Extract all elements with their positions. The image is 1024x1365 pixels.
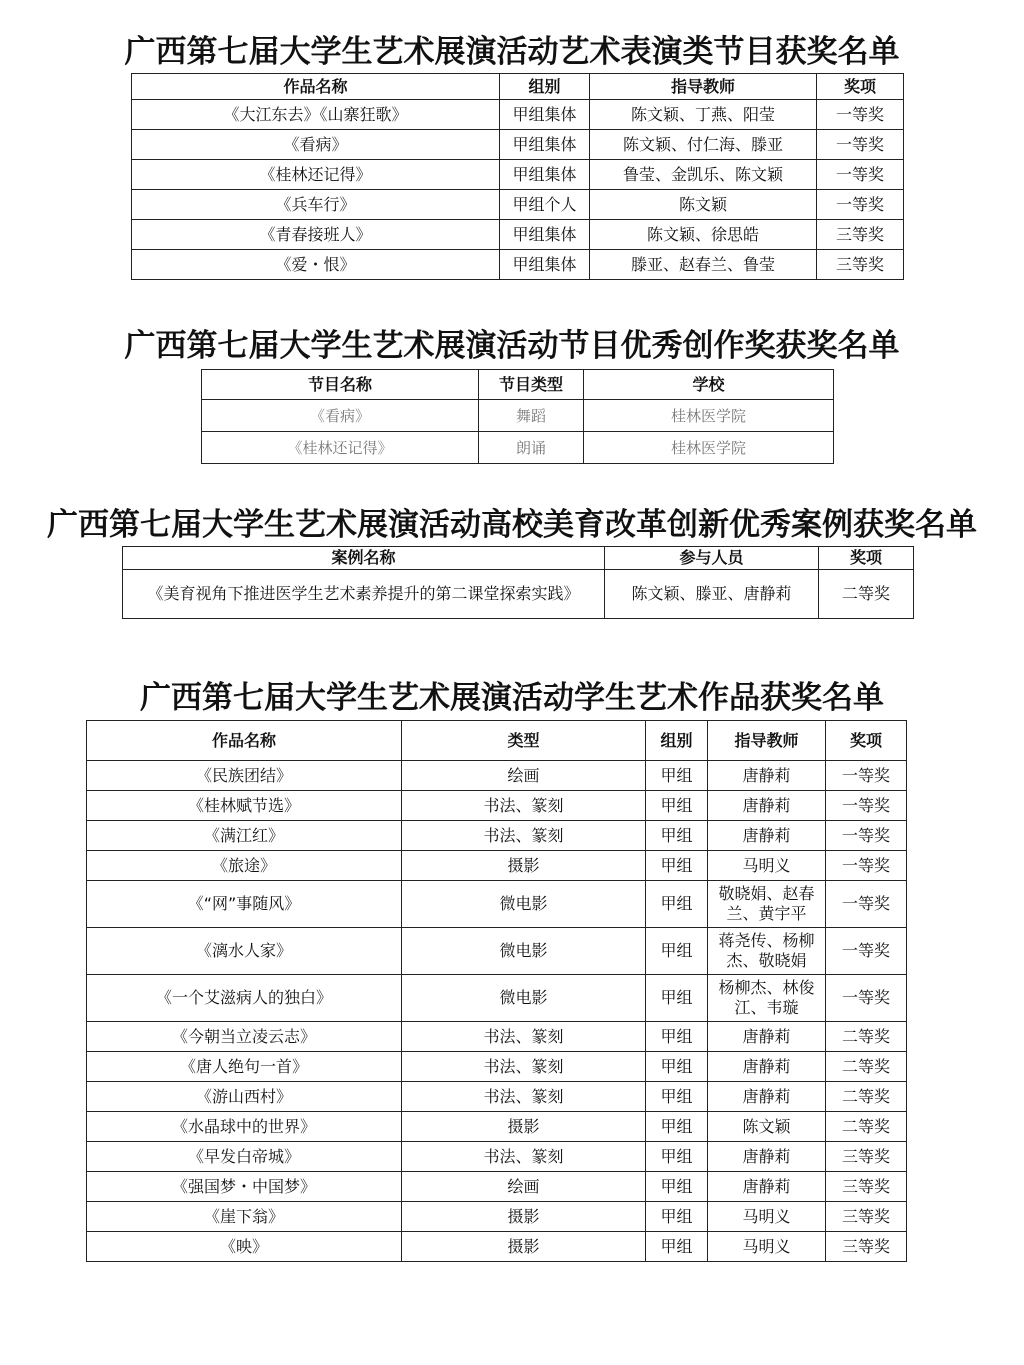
instructor: 唐静莉 bbox=[708, 1172, 826, 1202]
instructor: 唐静莉 bbox=[708, 1052, 826, 1082]
instructor: 陈文颖、徐思皓 bbox=[590, 220, 817, 250]
instructor: 唐静莉 bbox=[708, 1082, 826, 1112]
instructor: 陈文颖 bbox=[590, 190, 817, 220]
work-name: 《强国梦・中国梦》 bbox=[87, 1172, 402, 1202]
type: 微电影 bbox=[402, 881, 646, 928]
group: 甲组个人 bbox=[500, 190, 590, 220]
work-name: 《兵车行》 bbox=[132, 190, 500, 220]
instructor: 唐静莉 bbox=[708, 821, 826, 851]
header-instructor: 指导教师 bbox=[590, 74, 817, 100]
award: 一等奖 bbox=[817, 100, 904, 130]
work-name: 《民族团结》 bbox=[87, 761, 402, 791]
award: 一等奖 bbox=[826, 928, 907, 975]
section1-title: 广西第七届大学生艺术展演活动艺术表演类节目获奖名单 bbox=[124, 34, 900, 70]
work-name: 《今朝当立凌云志》 bbox=[87, 1022, 402, 1052]
work-name: 《唐人绝句一首》 bbox=[87, 1052, 402, 1082]
case-awards-table bbox=[122, 546, 914, 619]
type: 摄影 bbox=[402, 1232, 646, 1262]
table-row bbox=[87, 1112, 907, 1142]
award: 二等奖 bbox=[826, 1082, 907, 1112]
instructor: 唐静莉 bbox=[708, 791, 826, 821]
instructor: 唐静莉 bbox=[708, 1022, 826, 1052]
work-name: 《桂林还记得》 bbox=[132, 160, 500, 190]
artwork-awards-table bbox=[86, 720, 907, 1262]
instructor: 杨柳杰、林俊江、韦璇 bbox=[708, 975, 826, 1022]
group: 甲组 bbox=[646, 1112, 708, 1142]
award: 一等奖 bbox=[826, 791, 907, 821]
group: 甲组集体 bbox=[500, 220, 590, 250]
program-type: 舞蹈 bbox=[479, 400, 584, 432]
table-row bbox=[202, 400, 834, 432]
instructor: 陈文颖、付仁海、滕亚 bbox=[590, 130, 817, 160]
instructor: 滕亚、赵春兰、鲁莹 bbox=[590, 250, 817, 280]
table-header-row bbox=[202, 370, 834, 400]
group: 甲组 bbox=[646, 1202, 708, 1232]
type: 摄影 bbox=[402, 1112, 646, 1142]
school: 桂林医学院 bbox=[584, 400, 834, 432]
header-group: 组别 bbox=[646, 721, 708, 761]
award: 二等奖 bbox=[826, 1022, 907, 1052]
school: 桂林医学院 bbox=[584, 432, 834, 464]
type: 绘画 bbox=[402, 1172, 646, 1202]
group: 甲组 bbox=[646, 791, 708, 821]
award: 一等奖 bbox=[826, 761, 907, 791]
group: 甲组 bbox=[646, 1022, 708, 1052]
table-row bbox=[132, 100, 904, 130]
program-name: 《看病》 bbox=[202, 400, 479, 432]
header-program-type: 节目类型 bbox=[479, 370, 584, 400]
award: 一等奖 bbox=[826, 881, 907, 928]
section3-title: 广西第七届大学生艺术展演活动高校美育改革创新优秀案例获奖名单 bbox=[47, 507, 977, 543]
group: 甲组 bbox=[646, 821, 708, 851]
table-row bbox=[87, 1022, 907, 1052]
instructor: 马明义 bbox=[708, 851, 826, 881]
table-row bbox=[132, 190, 904, 220]
work-name: 《桂林赋节选》 bbox=[87, 791, 402, 821]
table-row bbox=[132, 160, 904, 190]
award: 三等奖 bbox=[826, 1232, 907, 1262]
work-name: 《大江东去》《山寨狂歌》 bbox=[132, 100, 500, 130]
award: 三等奖 bbox=[826, 1202, 907, 1232]
group: 甲组 bbox=[646, 1142, 708, 1172]
group: 甲组集体 bbox=[500, 130, 590, 160]
program-type: 朗诵 bbox=[479, 432, 584, 464]
table-row bbox=[87, 1082, 907, 1112]
award: 三等奖 bbox=[826, 1172, 907, 1202]
performance-awards-table bbox=[131, 73, 904, 280]
group: 甲组 bbox=[646, 1082, 708, 1112]
instructor: 鲁莹、金凯乐、陈文颖 bbox=[590, 160, 817, 190]
type: 摄影 bbox=[402, 851, 646, 881]
group: 甲组 bbox=[646, 851, 708, 881]
work-name: 《看病》 bbox=[132, 130, 500, 160]
type: 书法、篆刻 bbox=[402, 1082, 646, 1112]
section2-title: 广西第七届大学生艺术展演活动节目优秀创作奖获奖名单 bbox=[124, 328, 900, 364]
award: 三等奖 bbox=[817, 220, 904, 250]
table-row bbox=[87, 1172, 907, 1202]
award: 一等奖 bbox=[817, 190, 904, 220]
type: 书法、篆刻 bbox=[402, 821, 646, 851]
group: 甲组 bbox=[646, 1172, 708, 1202]
type: 书法、篆刻 bbox=[402, 1142, 646, 1172]
table-row bbox=[87, 1232, 907, 1262]
work-name: 《爱・恨》 bbox=[132, 250, 500, 280]
table-row bbox=[87, 821, 907, 851]
section4-title: 广西第七届大学生艺术展演活动学生艺术作品获奖名单 bbox=[140, 680, 884, 716]
instructor: 马明义 bbox=[708, 1202, 826, 1232]
group: 甲组集体 bbox=[500, 100, 590, 130]
type: 绘画 bbox=[402, 761, 646, 791]
award: 一等奖 bbox=[826, 851, 907, 881]
table-row bbox=[87, 975, 907, 1022]
table-row bbox=[132, 130, 904, 160]
type: 书法、篆刻 bbox=[402, 1052, 646, 1082]
group: 甲组 bbox=[646, 761, 708, 791]
type: 摄影 bbox=[402, 1202, 646, 1232]
header-work-name: 作品名称 bbox=[87, 721, 402, 761]
instructor: 马明义 bbox=[708, 1232, 826, 1262]
type: 书法、篆刻 bbox=[402, 791, 646, 821]
table-row bbox=[87, 1052, 907, 1082]
type: 书法、篆刻 bbox=[402, 1022, 646, 1052]
header-school: 学校 bbox=[584, 370, 834, 400]
header-case-name: 案例名称 bbox=[123, 547, 605, 570]
work-name: 《映》 bbox=[87, 1232, 402, 1262]
group: 甲组 bbox=[646, 928, 708, 975]
header-participants: 参与人员 bbox=[605, 547, 819, 570]
award: 二等奖 bbox=[826, 1052, 907, 1082]
header-award: 奖项 bbox=[826, 721, 907, 761]
award: 三等奖 bbox=[826, 1142, 907, 1172]
table-header-row bbox=[87, 721, 907, 761]
work-name: 《青春接班人》 bbox=[132, 220, 500, 250]
table-row bbox=[123, 570, 914, 619]
work-name: 《漓水人家》 bbox=[87, 928, 402, 975]
instructor: 唐静莉 bbox=[708, 761, 826, 791]
table-row bbox=[87, 928, 907, 975]
header-group: 组别 bbox=[500, 74, 590, 100]
header-award: 奖项 bbox=[819, 547, 914, 570]
participants: 陈文颖、滕亚、唐静莉 bbox=[605, 570, 819, 619]
instructor: 蒋尧传、杨柳杰、敬晓娟 bbox=[708, 928, 826, 975]
instructor: 陈文颖 bbox=[708, 1112, 826, 1142]
work-name: 《水晶球中的世界》 bbox=[87, 1112, 402, 1142]
instructor: 陈文颖、丁燕、阳莹 bbox=[590, 100, 817, 130]
award: 一等奖 bbox=[817, 160, 904, 190]
table-row bbox=[87, 1202, 907, 1232]
award: 三等奖 bbox=[817, 250, 904, 280]
group: 甲组 bbox=[646, 881, 708, 928]
creation-awards-table bbox=[201, 369, 834, 464]
header-award: 奖项 bbox=[817, 74, 904, 100]
award: 二等奖 bbox=[819, 570, 914, 619]
table-row bbox=[87, 881, 907, 928]
header-work-name: 作品名称 bbox=[132, 74, 500, 100]
program-name: 《桂林还记得》 bbox=[202, 432, 479, 464]
group: 甲组 bbox=[646, 1232, 708, 1262]
table-header-row bbox=[132, 74, 904, 100]
table-row bbox=[132, 250, 904, 280]
award: 一等奖 bbox=[826, 821, 907, 851]
work-name: 《满江红》 bbox=[87, 821, 402, 851]
group: 甲组集体 bbox=[500, 250, 590, 280]
group: 甲组集体 bbox=[500, 160, 590, 190]
work-name: 《“网”事随风》 bbox=[87, 881, 402, 928]
work-name: 《崖下翁》 bbox=[87, 1202, 402, 1232]
award: 一等奖 bbox=[826, 975, 907, 1022]
type: 微电影 bbox=[402, 928, 646, 975]
header-type: 类型 bbox=[402, 721, 646, 761]
award: 一等奖 bbox=[817, 130, 904, 160]
type: 微电影 bbox=[402, 975, 646, 1022]
table-row bbox=[87, 791, 907, 821]
case-name: 《美育视角下推进医学生艺术素养提升的第二课堂探索实践》 bbox=[123, 570, 605, 619]
table-row bbox=[132, 220, 904, 250]
table-row bbox=[202, 432, 834, 464]
work-name: 《早发白帝城》 bbox=[87, 1142, 402, 1172]
instructor: 唐静莉 bbox=[708, 1142, 826, 1172]
header-program-name: 节目名称 bbox=[202, 370, 479, 400]
instructor: 敬晓娟、赵春兰、黄宇平 bbox=[708, 881, 826, 928]
table-header-row bbox=[123, 547, 914, 570]
work-name: 《游山西村》 bbox=[87, 1082, 402, 1112]
award: 二等奖 bbox=[826, 1112, 907, 1142]
group: 甲组 bbox=[646, 975, 708, 1022]
table-row bbox=[87, 851, 907, 881]
table-row bbox=[87, 761, 907, 791]
work-name: 《旅途》 bbox=[87, 851, 402, 881]
table-row bbox=[87, 1142, 907, 1172]
group: 甲组 bbox=[646, 1052, 708, 1082]
work-name: 《一个艾滋病人的独白》 bbox=[87, 975, 402, 1022]
header-instructor: 指导教师 bbox=[708, 721, 826, 761]
